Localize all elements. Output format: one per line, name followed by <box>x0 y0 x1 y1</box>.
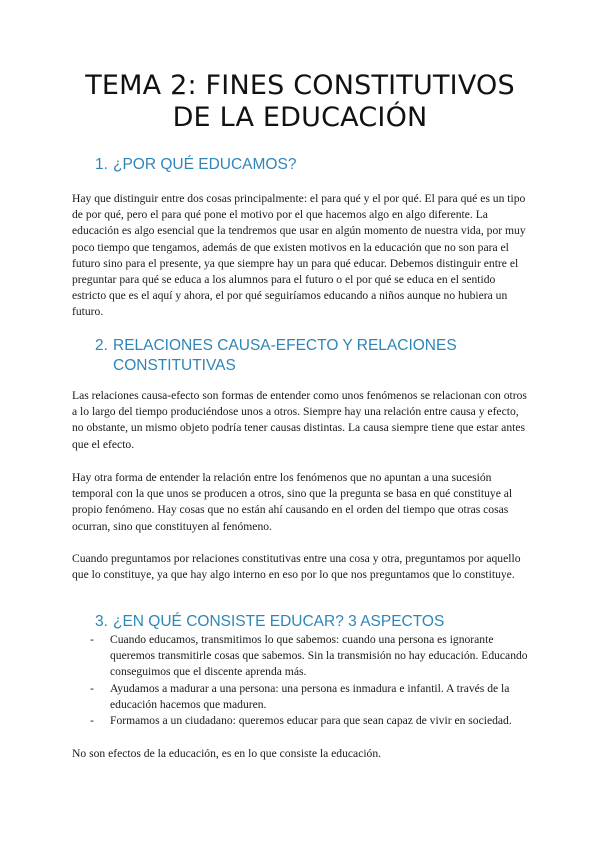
bullet-dash: - <box>90 714 94 728</box>
section-2-number: 2. <box>95 337 108 354</box>
section-1-title: ¿POR QUÉ EDUCAMOS? <box>113 156 297 173</box>
document-title <box>72 0 528 134</box>
section-3-number: 3. <box>95 613 108 630</box>
section-3-heading <box>95 612 540 632</box>
list-item <box>72 632 532 681</box>
title-line-2: DE LA EDUCACIÓN <box>172 102 428 133</box>
section-2-title-line-2: CONSTITUTIVAS <box>113 357 236 374</box>
section-1-heading <box>95 155 540 175</box>
section-3-list <box>72 632 532 729</box>
list-item-text: Cuando educamos, transmitimos lo que sabemos: cuando una persona es ignorante queremos transmitirle cosas que sabemos. Sin la transmisión no hay educación. Educando conseguimos que el discente aprenda más. <box>110 633 528 679</box>
list-item <box>72 713 532 729</box>
list-item <box>72 681 532 713</box>
section-2-title-line-1: RELACIONES CAUSA-EFECTO Y RELACIONES <box>113 337 457 354</box>
section-2-heading <box>95 336 540 376</box>
title-line-1: TEMA 2: FINES CONSTITUTIVOS <box>85 70 515 101</box>
section-1-number: 1. <box>95 156 108 173</box>
list-item-text: Ayudamos a madurar a una persona: una persona es inmadura e infantil. A través de la educación hacemos que maduren. <box>110 681 510 711</box>
section-3-closing: No son efectos de la educación, es en lo que consiste la educación. <box>72 747 382 760</box>
bullet-dash: - <box>90 681 94 695</box>
section-2-paragraph-1: Las relaciones causa-efecto son formas de entender como unos fenómenos se relacionan con otros a lo largo del tiempo produciéndose unos a otros. Siempre hay una relación entre causa y efecto, no obstante, un mismo objeto podría tener causas distintas. La causa siempre tiene que estar antes que el efecto. <box>72 389 527 451</box>
section-2-paragraph-2: Hay otra forma de entender la relación entre los fenómenos que no apuntan a una sucesión temporal con la que unos se producen a otros, sino que la pregunta se basa en qué constituye al propio fenómeno. Hay cosas que no están ahí causando en el orden del tiempo que otras cosas ocurran, sino que constituyen al fenómeno. <box>72 471 513 533</box>
section-1-paragraph: Hay que distinguir entre dos cosas principalmente: el para qué y el por qué. El para qué es un tipo de por qué, pero el para qué pone el motivo por el que hacemos algo en algo diferente. La educación es algo esencial que la tendremos que usar en algún momento de nuestra vida, por muy poco tiempo que tengamos, además de que existen motivos en la educación que no son para el futuro sino para el presente, ya que siempre hay un para qué educar. Debemos distinguir entre el preguntar para qué se educa a los alumnos para el futuro o el por qué se educa en el sentido estricto que es el aquí y ahora, el por qué seguiríamos educando a niños aunque no hubiera un futuro. <box>72 192 526 319</box>
list-item-text: Formamos a un ciudadano: queremos educar para que sean capaz de vivir en sociedad. <box>110 714 512 728</box>
bullet-dash: - <box>90 633 94 646</box>
section-3-title: ¿EN QUÉ CONSISTE EDUCAR? 3 ASPECTOS <box>113 613 445 630</box>
section-2-paragraph-3: Cuando preguntamos por relaciones constitutivas entre una cosa y otra, preguntamos por aquello que lo constituye, ya que hay algo interno en eso por lo que nos preguntamos que lo constituye. <box>72 552 521 582</box>
